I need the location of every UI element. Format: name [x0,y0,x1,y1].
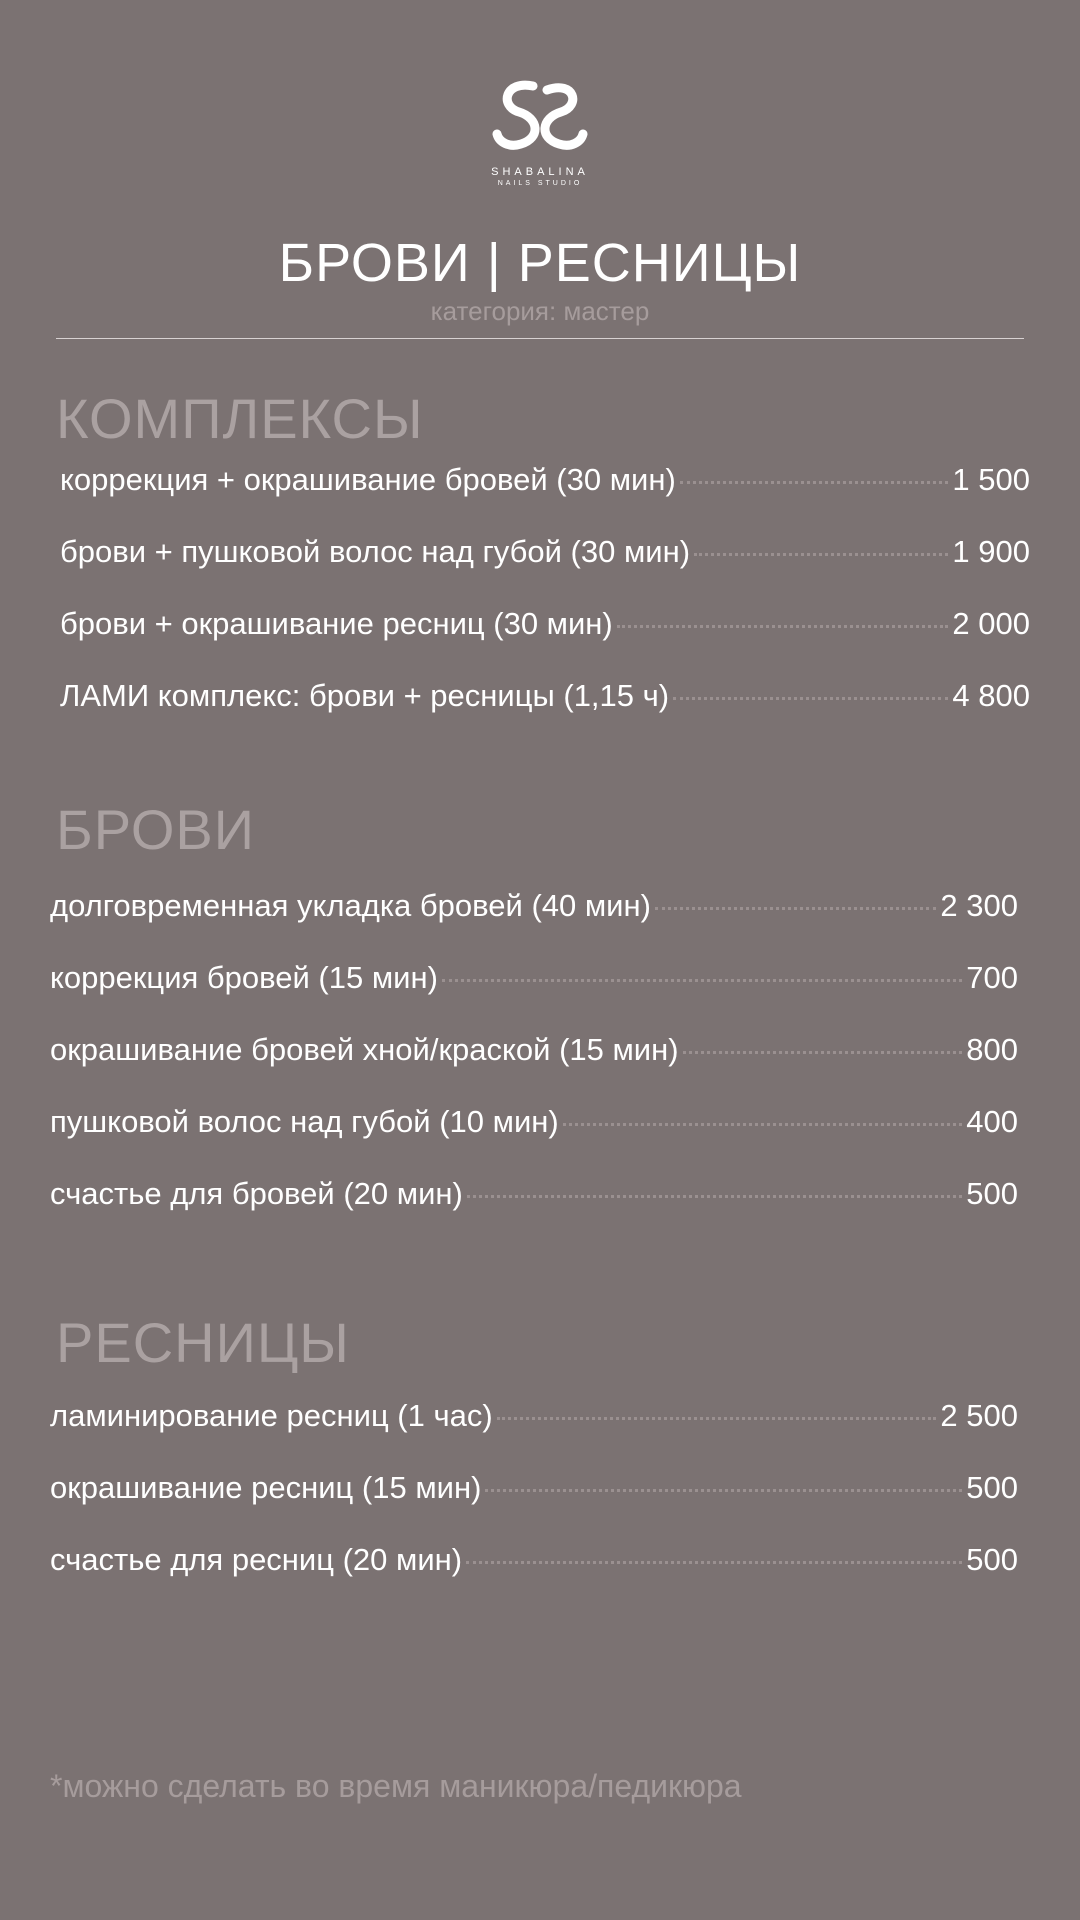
service-name: брови + пушковой волос над губой (30 мин) [60,534,691,569]
dot-leader [617,625,949,628]
price-row [60,678,1030,722]
service-price: 2 300 [940,888,1018,923]
price-row [60,534,1030,578]
price-row [50,1176,1018,1220]
service-name: счастье для бровей (20 мин) [50,1176,463,1211]
dot-leader [442,979,962,982]
dot-leader [467,1195,962,1198]
service-price: 1 500 [952,462,1030,497]
dot-leader [655,907,936,910]
dot-leader [497,1417,937,1420]
page-subtitle: категория: мастер [430,296,650,326]
logo-subtitle: NAILS STUDIO [497,180,583,187]
price-row [60,606,1030,650]
service-price: 800 [966,1032,1018,1067]
section-heading-complexes: КОМПЛЕКСЫ [56,387,424,450]
service-name: пушковой волос над губой (10 мин) [50,1104,559,1139]
dot-leader [683,1051,963,1054]
page-title: БРОВИ | РЕСНИЦЫ [278,233,802,293]
service-price: 2 000 [952,606,1030,641]
logo-name: SHABALINA [491,166,589,178]
service-name: окрашивание ресниц (15 мин) [50,1470,482,1505]
dot-leader [680,481,949,484]
service-name: коррекция бровей (15 мин) [50,960,438,995]
service-name: брови + окрашивание ресниц (30 мин) [60,606,613,641]
service-price: 500 [966,1176,1018,1211]
price-row [50,960,1018,1004]
section-heading-lashes: РЕСНИЦЫ [56,1311,350,1374]
dot-leader [466,1561,962,1564]
dot-leader [563,1123,963,1126]
service-name: долговременная укладка бровей (40 мин) [50,888,651,923]
price-row [60,462,1030,506]
section-heading-brows: БРОВИ [56,798,256,861]
dot-leader [485,1489,962,1492]
service-price: 1 900 [952,534,1030,569]
service-name: окрашивание бровей хной/краской (15 мин) [50,1032,679,1067]
studio-logo [0,72,1080,187]
service-name: счастье для ресниц (20 мин) [50,1542,463,1577]
service-name: ламинирование ресниц (1 час) [50,1398,493,1433]
service-name: коррекция + окрашивание бровей (30 мин) [60,462,676,497]
price-row [50,888,1018,932]
price-row [50,1398,1018,1442]
footnote: *можно сделать во время маникюра/педикюра [50,1768,742,1804]
price-row [50,1104,1018,1148]
service-price: 400 [966,1104,1018,1139]
dot-leader [694,553,948,556]
service-price: 2 500 [940,1398,1018,1433]
service-name: ЛАМИ комплекс: брови + ресницы (1,15 ч) [60,678,670,713]
ss-monogram-icon [485,72,595,162]
service-price: 500 [966,1542,1018,1577]
service-price: 4 800 [952,678,1030,713]
price-row [50,1542,1018,1586]
title-divider [56,338,1024,339]
dot-leader [673,697,948,700]
service-price: 700 [966,960,1018,995]
price-row [50,1470,1018,1514]
price-row [50,1032,1018,1076]
service-price: 500 [966,1470,1018,1505]
